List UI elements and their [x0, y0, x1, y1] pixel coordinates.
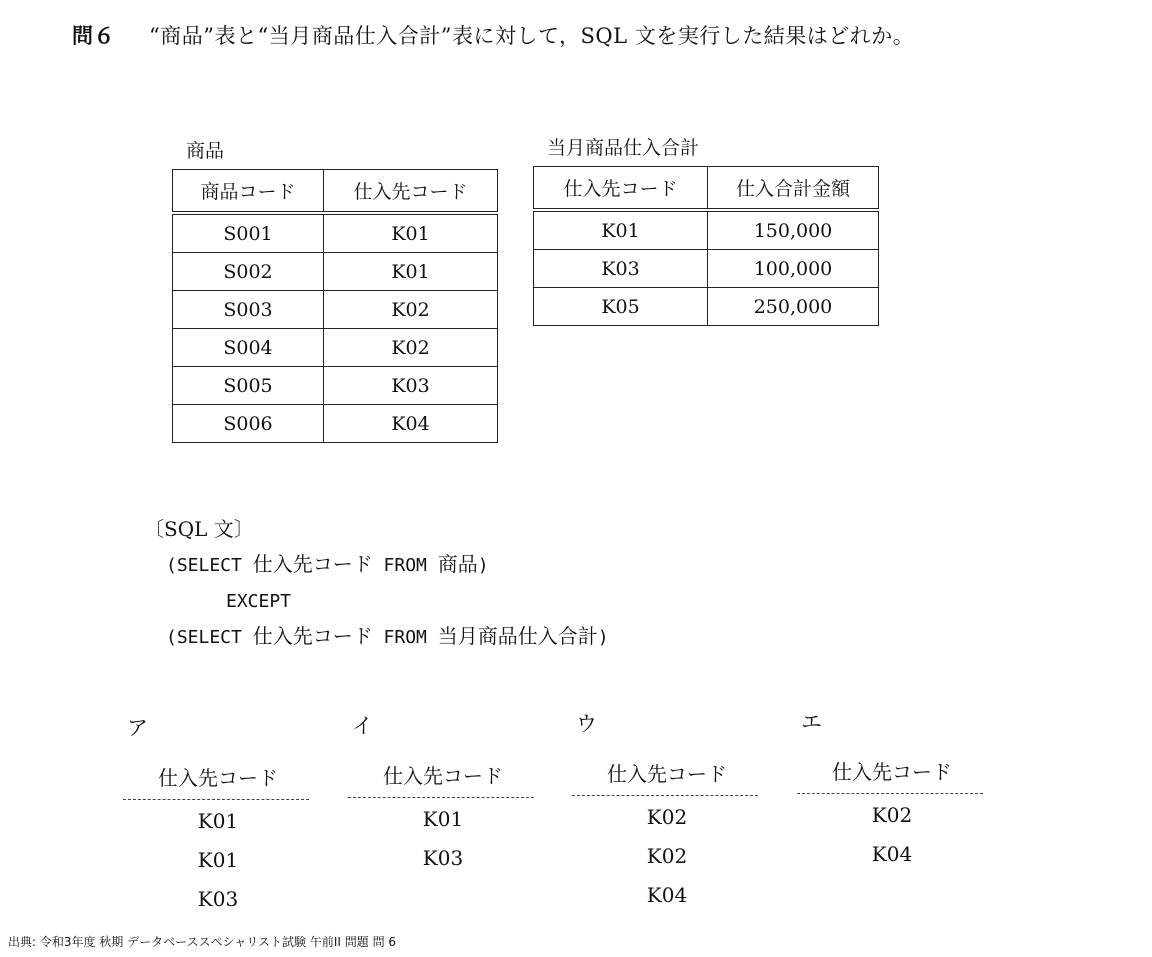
source-citation: 出典: 令和3年度 秋期 データベーススペシャリスト試験 午前II 問題 問 6	[8, 935, 397, 949]
table-cell: K01	[534, 210, 708, 250]
sql-column: 仕入先コード	[252, 624, 373, 648]
option-letter: エ	[801, 710, 822, 734]
option-letter: イ	[352, 714, 373, 738]
question-text: “商品”表と“当月商品仕入合計”表に対して，SQL 文を実行した結果はどれか。	[149, 24, 915, 48]
table-cell: S006	[173, 405, 324, 443]
sql-label	[144, 512, 609, 547]
table-cell: K04	[324, 405, 498, 443]
table-shohin-caption: 商品	[186, 140, 225, 162]
sql-block	[144, 512, 609, 655]
sql-line-2	[144, 583, 609, 619]
table-cell: K01	[324, 213, 498, 253]
table-header-row	[173, 170, 498, 214]
sql-keyword: (SELECT	[166, 555, 253, 576]
table-cell: K02	[324, 329, 498, 367]
sql-keyword: (SELECT	[166, 627, 253, 648]
table-row	[173, 291, 498, 329]
option-value: K01	[422, 807, 464, 831]
option-column-header: 仕入先コード	[158, 766, 278, 790]
option-value: K04	[871, 842, 913, 866]
sql-paren: )	[597, 627, 609, 648]
table-cell: K01	[324, 253, 498, 291]
dashed-rule	[572, 795, 758, 796]
option-column-header: 仕入先コード	[607, 762, 727, 786]
sql-paren: )	[477, 555, 489, 576]
option-letter: ア	[127, 716, 148, 740]
table-cell: S003	[173, 291, 324, 329]
table-shohin	[172, 169, 498, 443]
table-cell: S005	[173, 367, 324, 405]
sql-table-name: 当月商品仕入合計	[437, 624, 598, 648]
table-row	[534, 288, 879, 326]
table-cell: S002	[173, 253, 324, 291]
sql-table-name: 商品	[437, 552, 478, 576]
dashed-rule	[797, 793, 983, 794]
option-value: K03	[422, 846, 464, 870]
option-value: K01	[197, 848, 239, 872]
table-cell: K03	[534, 250, 708, 288]
column-header: 仕入先コード	[324, 170, 498, 214]
column-header: 商品コード	[173, 170, 324, 214]
sql-label-bracket-close: 〕	[233, 517, 254, 541]
option-value: K02	[646, 844, 688, 868]
table-cell: K02	[324, 291, 498, 329]
column-header: 仕入合計金額	[708, 167, 879, 211]
sql-line-3	[144, 619, 609, 655]
dashed-rule	[348, 797, 534, 798]
option-value: K03	[197, 887, 239, 911]
table-cell: S004	[173, 329, 324, 367]
table-cell: S001	[173, 213, 324, 253]
option-column-header: 仕入先コード	[832, 760, 952, 784]
option-i	[348, 710, 538, 878]
table-row	[173, 405, 498, 443]
table-cell: K03	[324, 367, 498, 405]
sql-except-keyword: EXCEPT	[226, 591, 292, 612]
option-value: K01	[197, 809, 239, 833]
sql-label-text: SQL 文	[164, 517, 234, 541]
option-u	[572, 708, 762, 915]
option-e	[797, 706, 987, 874]
table-cell: 250,000	[708, 288, 879, 326]
table-gokei-caption: 当月商品仕入合計	[547, 137, 700, 159]
sql-keyword: FROM	[372, 555, 438, 576]
sql-line-1	[144, 547, 609, 583]
dashed-rule	[123, 799, 309, 800]
table-row	[534, 210, 879, 250]
option-letter: ウ	[576, 712, 597, 736]
table-row	[534, 250, 879, 288]
table-cell: 100,000	[708, 250, 879, 288]
column-header: 仕入先コード	[534, 167, 708, 211]
option-value: K04	[646, 883, 688, 907]
table-cell: 150,000	[708, 210, 879, 250]
option-column-header: 仕入先コード	[383, 764, 503, 788]
question-line	[72, 20, 914, 50]
question-number: 問６	[72, 24, 115, 48]
sql-column: 仕入先コード	[252, 552, 373, 576]
option-value: K02	[646, 805, 688, 829]
sql-label-bracket-open: 〔	[144, 517, 164, 541]
sql-keyword: FROM	[372, 627, 438, 648]
table-row	[173, 329, 498, 367]
table-gokei	[533, 166, 879, 326]
table-cell: K05	[534, 288, 708, 326]
table-header-row	[534, 167, 879, 211]
table-row	[173, 253, 498, 291]
table-row	[173, 367, 498, 405]
option-value: K02	[871, 803, 913, 827]
option-a	[123, 712, 313, 919]
table-row	[173, 213, 498, 253]
